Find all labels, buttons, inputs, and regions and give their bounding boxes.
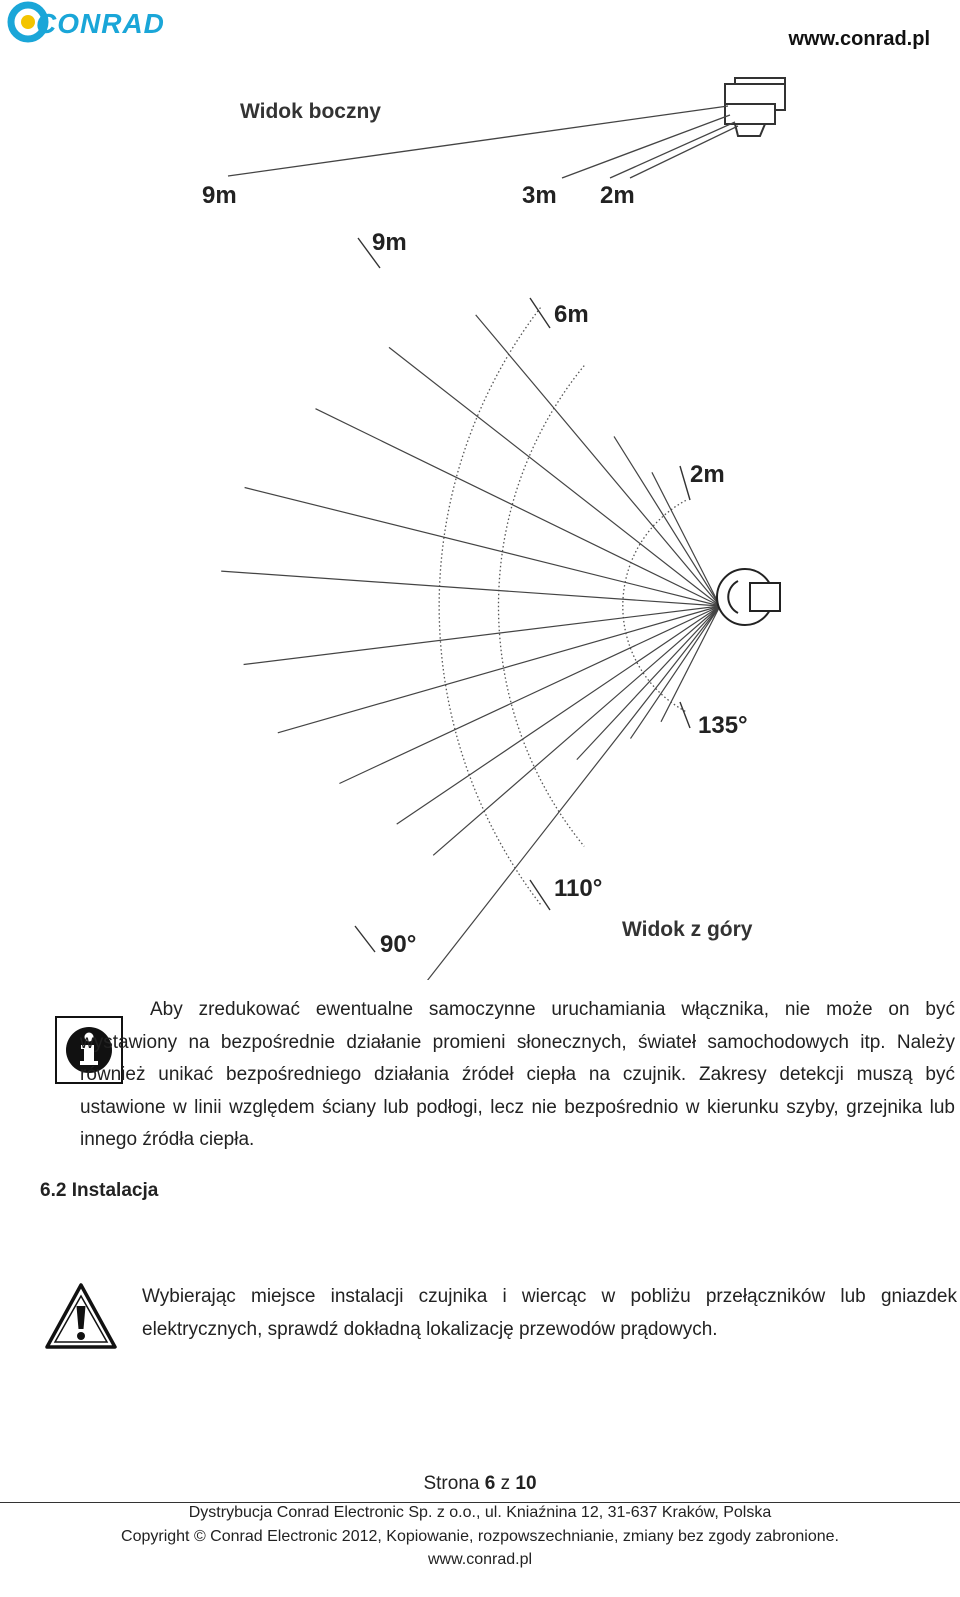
page-separator: z bbox=[500, 1473, 511, 1494]
footer-distributor: Dystrybucja Conrad Electronic Sp. z o.o., ul. Kniaźnina 12, 31-637 Kraków, Polska bbox=[188, 1504, 772, 1521]
detection-ray bbox=[661, 606, 720, 722]
page-total: 10 bbox=[515, 1473, 537, 1494]
detection-ray bbox=[244, 606, 720, 665]
detection-ray bbox=[433, 606, 720, 855]
page-number bbox=[0, 1473, 960, 1495]
detection-ray bbox=[652, 472, 720, 606]
detection-rays bbox=[221, 315, 720, 980]
detection-ray bbox=[476, 315, 720, 606]
footer-url[interactable]: www.conrad.pl bbox=[427, 1551, 533, 1568]
side-view-title: Widok boczny bbox=[240, 100, 381, 123]
range-arcs bbox=[439, 308, 686, 905]
sensor-top-view-icon bbox=[717, 569, 780, 625]
detection-ray bbox=[245, 488, 720, 607]
distance-label-6m: 6m bbox=[554, 301, 589, 328]
page-current: 6 bbox=[484, 1473, 496, 1494]
footer-divider bbox=[0, 1502, 960, 1503]
angle-label-135: 135° bbox=[698, 712, 748, 739]
detection-ray bbox=[316, 409, 721, 606]
detection-ray bbox=[389, 347, 720, 606]
detection-ray bbox=[278, 606, 720, 733]
side-label-9m: 9m bbox=[202, 182, 237, 209]
angle-label-90: 90° bbox=[380, 931, 417, 958]
info-note-text: Aby zredukować ewentualne samoczynne uruchamiania włącznika, nie może on być wystawiony na bezpośrednie działanie promieni słonecznych, świateł samochodowych itp. Należy również unikać bezpośredniego działania źródeł ciepła na czujnik. Zakresy detekcji muszą być ustawione w linii względem ściany lub podłogi, lecz nie bezpośrednio w kierunku szyby, grzejnika lub innego źródła ciepła. bbox=[80, 999, 955, 1150]
section-heading: 6.2 Instalacja bbox=[40, 1180, 159, 1201]
header-url[interactable]: www.conrad.pl bbox=[788, 28, 930, 50]
distance-label-9m: 9m bbox=[372, 229, 407, 256]
detection-ray bbox=[397, 606, 720, 824]
top-view-title: Widok z góry bbox=[622, 918, 753, 941]
range-ticks bbox=[355, 238, 690, 952]
warning-note-text: Wybierając miejsce instalacji czujnika i wiercąc w pobliżu przełączników lub gniazdek elektrycznych, sprawdź dokładną lokalizację przewodów prądowych. bbox=[142, 1286, 957, 1340]
conrad-logo bbox=[6, 0, 166, 46]
page-prefix: Strona bbox=[423, 1473, 480, 1494]
side-label-3m: 3m bbox=[522, 182, 557, 209]
warning-triangle-icon bbox=[45, 1282, 117, 1350]
logo-text: CONRAD bbox=[36, 8, 165, 39]
detection-range-diagram bbox=[190, 60, 810, 980]
footer-copyright: Copyright © Conrad Electronic 2012, Kopiowanie, rozpowszechnianie, zmiany bez zgody zabronione. bbox=[121, 1528, 839, 1545]
distance-label-2m: 2m bbox=[690, 461, 725, 488]
angle-label-110: 110° bbox=[554, 875, 603, 902]
detection-ray bbox=[221, 571, 720, 606]
side-label-2m: 2m bbox=[600, 182, 635, 209]
